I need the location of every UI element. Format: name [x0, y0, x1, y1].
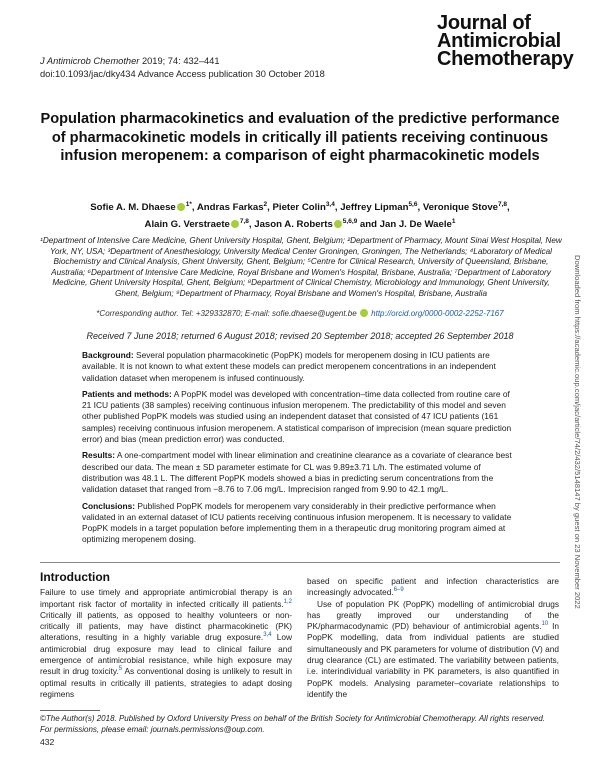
intro-paragraph	[307, 599, 559, 701]
reference-link[interactable]: 6–9	[393, 587, 404, 594]
abstract-conclusions	[82, 501, 520, 546]
copyright-line: ©The Author(s) 2018. Published by Oxford University Press on behalf of the British Society for Antimicrobial Chemotherapy. All rights reserved.	[40, 714, 546, 723]
section-divider	[40, 562, 560, 563]
logo-line-1: Journal of	[437, 12, 531, 34]
column-left	[40, 572, 292, 700]
citation-block	[40, 55, 325, 81]
corresponding-author	[40, 308, 560, 319]
intro-text: Low antimicrobial drug exposure may lead to clinical failure and emergence of antimicrobial resistance, while high exposure may result in drug toxicity.	[40, 632, 292, 677]
intro-text: Use of population PK (PopPK) modelling of antimicrobial drugs has greatly improved our understanding of the PK/pharmacodynamic (PD) behaviour of antimicrobial agents.	[307, 598, 559, 632]
abstract-background	[82, 350, 520, 384]
author-line-1	[40, 198, 560, 215]
copyright-footer	[40, 714, 570, 735]
corresponding-text: *Corresponding author. Tel: +329332870; E-mail: sofie.dhaese@ugent.be	[96, 309, 357, 318]
journal-logo	[437, 14, 577, 68]
reference-link[interactable]: 10	[541, 621, 549, 628]
affiliation-marker: 3,4	[325, 201, 335, 208]
citation-line-2: doi:10.1093/jac/dky434 Advance Access publication 30 October 2018	[40, 69, 325, 79]
download-side-note: Downloaded from https://academic.oup.com/jac/article/74/2/432/5148147 by guest on 23 November 2022	[573, 255, 582, 609]
intro-paragraph	[307, 576, 559, 599]
author-name: Sofie A. M. Dhaese	[90, 202, 176, 214]
author-name: , Veronique Stove	[417, 202, 498, 214]
abstract	[82, 350, 520, 551]
author-name: , Jeffrey Lipman	[334, 202, 409, 214]
author-name: ,	[507, 202, 510, 214]
abstract-text: Published PopPK models for meropenem vary considerably in their predictive performance when validated in an external dataset of ICU patients receiving continuous infusion meropenem. It is necessary to validate PopPK models in a target population before implementing them in a therapeutic drug monitoring program aimed at optimizing meropenem dosing.	[82, 500, 512, 545]
column-right	[307, 576, 559, 700]
author-line-2	[40, 215, 560, 232]
abstract-results	[82, 450, 520, 495]
abstract-text: A one-compartment model with linear elimination and creatinine clearance as a covariate of clearance best described our data. The mean ± SD parameter estimate for CL was 9.89±3.71 L/h. The estimated volume of distribution was 48.1 L. The different PopPK models showed a bias in predicting serum concentrations from the validation dataset that ranged from −8.76 to 7.06 mg/L. Imprecision ranged from 9.90 to 42.1 mg/L.	[82, 450, 512, 495]
intro-text: based on specific patient and infection characteristics are increasingly advocated.	[307, 576, 559, 598]
abstract-text: A PopPK model was developed with concentration–time data collected from routine care of 21 ICU patients (38 samples) receiving continuous infusion meropenem. The predictability of this model and seven other published PopPK models was studied using an independent dataset that consisted of 47 ICU patients (161 samples) receiving continuous infusion meropenem. A statistical comparison of imprecision (mean square prediction error) and bias (mean prediction error) was conducted.	[82, 388, 512, 445]
affiliations: ¹Department of Intensive Care Medicine, Ghent University Hospital, Ghent, Belgium; ²Department of Pharmacy, Mount Sinai West Hospital, New York, NY, USA; ³Department of Anesthesiology, University Medical Center Groningen, Groningen, The Netherlands; ⁴Laboratory of Medical Biochemistry and Clinical Analysis, Ghent University, Ghent, Belgium; ⁵Centre for Clinical Research, University of Queensland, Brisbane, Australia; ⁶Department of Intensive Care Medicine, Royal Brisbane and Women's Hospital, Brisbane, Australia; ⁷Department of Laboratory Medicine, Ghent University Hospital, Ghent, Belgium; ⁸Department of Clinical Chemistry, Microbiology and Immunology, Ghent University, Ghent, Belgium; ⁹Department of Pharmacy, Royal Brisbane and Women's Hospital, Brisbane, Australia	[40, 236, 562, 298]
abstract-label: Results:	[82, 450, 116, 461]
logo-line-2: Antimicrobial	[437, 30, 561, 52]
permissions-line: For permissions, please email: journals.permissions@oup.com.	[40, 724, 265, 734]
author-name: Alain G. Verstraete	[144, 219, 230, 231]
affiliation-marker: 5,6,9	[342, 218, 358, 226]
logo-line-3: Chemotherapy	[437, 48, 574, 70]
orcid-link[interactable]: http://orcid.org/0000-0002-2252-7167	[371, 309, 504, 318]
abstract-label: Conclusions:	[82, 500, 136, 511]
abstract-methods	[82, 389, 520, 445]
received-dates: Received 7 June 2018; returned 6 August 2018; revised 20 September 2018; accepted 26 September 2018	[86, 331, 514, 341]
citation-journal: J Antimicrob Chemother	[40, 56, 140, 66]
author-name: , Jason A. Roberts	[248, 219, 333, 231]
reference-link[interactable]: 1,2	[283, 598, 292, 605]
author-name: and Jan J. De Waele	[357, 219, 452, 231]
citation-line-1	[40, 55, 325, 68]
reference-link[interactable]: 3,4	[263, 632, 272, 639]
reference-link[interactable]: 5	[118, 666, 123, 673]
page-number: 432	[40, 737, 55, 747]
author-list	[40, 198, 560, 232]
intro-paragraph	[40, 587, 292, 700]
intro-text: As conventional dosing is unlikely to result in optimal results in critically ill patients, strategies to adapt dosing regimens	[40, 666, 292, 699]
author-name: , Pieter Colin	[267, 202, 326, 214]
orcid-icon[interactable]	[334, 220, 342, 228]
affiliation-marker: 7,8	[498, 201, 508, 208]
orcid-icon[interactable]	[231, 220, 239, 228]
orcid-icon[interactable]	[177, 203, 185, 211]
affiliation-marker: 5,6	[408, 201, 418, 208]
footer-divider	[40, 710, 100, 711]
affiliation-marker: 7,8	[239, 218, 249, 226]
citation-volume: 2019; 74: 432–441	[139, 56, 220, 66]
abstract-label: Patients and methods:	[82, 388, 172, 399]
affiliation-marker: 1	[451, 218, 456, 226]
intro-text: Failure to use timely and appropriate antimicrobial therapy is an important risk factor of mortality in infected critically ill patients.	[40, 587, 292, 609]
author-name: , Andras Farkas	[191, 202, 264, 214]
orcid-icon	[360, 309, 368, 317]
affiliation-marker: 2	[263, 201, 268, 208]
abstract-text: Several population pharmacokinetic (PopPK) models for meropenem dosing in ICU patients are available. It is not known to what extent these models can predict meropenem concentrations in an independent validation dataset when meropenem is infused continuously.	[82, 350, 496, 383]
affiliation-marker: 1*	[185, 201, 192, 208]
abstract-label: Background:	[82, 350, 134, 360]
intro-text: In PopPK modelling, data from individual patients are studied simultaneously and PK parameters for volume of distribution (V) and drug clearance (CL) are estimated. The variability between patients, i.e. interindividual variability in PK parameters, is also quantified in PopPK models. Analysing parameter–covariate relationships to identify the	[307, 621, 559, 699]
intro-text: Critically ill patients, as opposed to healthy volunteers or non-critically ill patients, may have distinct pharmacokinetic (PK) alterations, resulting in a highly variable drug exposure.	[40, 609, 292, 643]
introduction-heading: Introduction	[40, 570, 110, 584]
article-title: Population pharmacokinetics and evaluation of the predictive performance of pharmacokinetic models in critically ill patients receiving continuous infusion meropenem: a comparison of eight pharmacokinetic models	[40, 111, 560, 164]
